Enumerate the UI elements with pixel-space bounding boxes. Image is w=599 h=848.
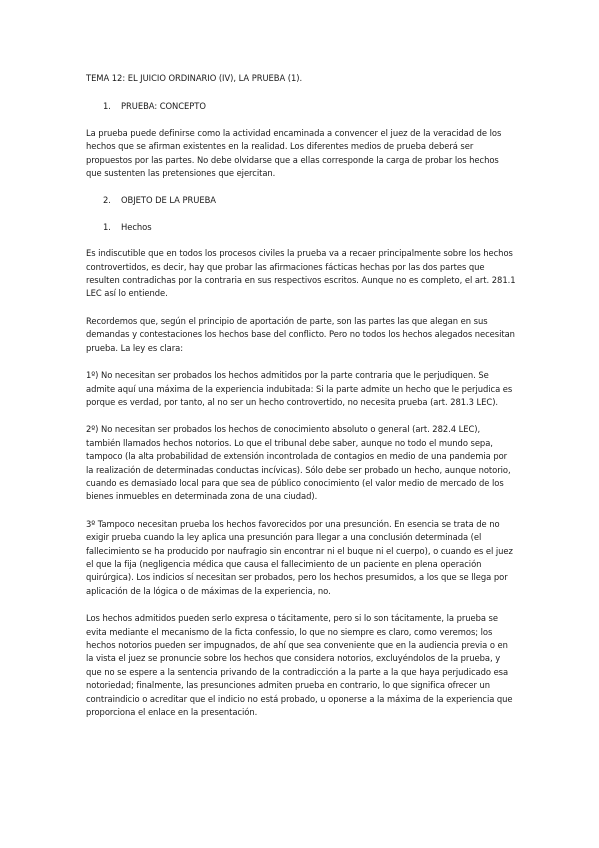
paragraph-definicion: La prueba puede definirse como la actividad encaminada a convencer el juez de la veracidad de los hechos que se afirman existentes en la realidad. Los diferentes medios de prueba deberá ser propuestos por las partes. No debe olvidarse que a ellas corresponde la carga de probar los hechos que sustenten las pretensiones que ejercitan. [86,127,502,179]
subsection-heading-hechos [86,221,516,234]
paragraph-hechos-admitidos: 1º) No necesitan ser probados los hechos admitidos por la parte contraria que le perjudiquen. Se admite aquí una máxima de la experiencia indubitada: Si la parte admite un hecho que le perjudica es porque es verdad, por tanto, al no ser un hecho controvertido, no necesita prueba (art. 281.3 LEC). [86,370,513,407]
section-number: 1. [103,221,111,232]
document-title: TEMA 12: EL JUICIO ORDINARIO (IV), LA PRUEBA (1). [86,73,303,83]
section-title: Hechos [121,221,152,232]
paragraph-hechos-controvertidos: Es indiscutible que en todos los procesos civiles la prueba va a recaer principalmente sobre los hechos controvertidos, es decir, hay que probar las afirmaciones fácticas hechas por las dos partes que resulten contradichas por la contraria en sus respectivos escritos. Aunque no es completo, el art. 281.1 LEC así lo entiende. [86,248,516,299]
section-title: PRUEBA: CONCEPTO [121,101,206,112]
section-number: 2. [103,195,111,206]
paragraph-hechos-notorios: 2º) No necesitan ser probados los hechos de conocimiento absoluto o general (art. 282.4 LEC), también llamados hechos notorios. Lo que el tribunal debe saber, aunque no todo el mundo sepa, tampoco (la alta probabilidad de extensión incontrolada de contagios en medio de una pandemia por la realización de determinadas conductas incívicas). Sólo debe ser probado un hecho, aunque notorio, cuando es demasiado local para que sea de público conocimiento (el valor medio de mercado de los bienes inmuebles en determinada zona de una ciudad). [86,424,511,502]
section-heading-objeto [86,194,516,207]
paragraph-ficta-confessio: Los hechos admitidos pueden serlo expresa o tácitamente, pero si lo son tácitamente, la prueba se evita mediante el mecanismo de la ficta confessio, lo que no siempre es claro, como veremos; los hechos notorios pueden ser impugnados, de ahí que sea conveniente que en la audiencia previa o en la vista el juez se pronuncie sobre los hechos que considera notorios, excluyéndolos de la prueba, y que no se espere a la sentencia privando de la contradicción a la parte a la que haya perjudicado esa notoriedad; finalmente, las presunciones admiten prueba en contrario, lo que significa ofrecer un contraindicio o acreditar que el indicio no está probado, u oponerse a la máxima de la experiencia que proporciona el enlace en la presentación. [86,613,513,718]
paragraph-presunciones: 3º Tampoco necesitan prueba los hechos favorecidos por una presunción. En esencia se trata de no exigir prueba cuando la ley aplica una presunción para llegar a una conclusión determinada (el fallecimiento se ha producido por naufragio sin encontrar ni el buque ni el cuerpo), o cuando es el juez el que la fija (negligencia médica que causa el fallecimiento de un paciente en plena operación quirúrgica). Los indicios sí necesitan ser probados, pero los hechos presumidos, a los que se llega por aplicación de la lógica o de máximas de la experiencia, no. [86,518,513,596]
paragraph-aportacion-parte: Recordemos que, según el principio de aportación de parte, son las partes las que alegan en sus demandas y contestaciones los hechos base del conflicto. Pero no todos los hechos alegados necesitan prueba. La ley es clara: [86,315,515,353]
document-body [86,72,516,719]
section-heading-concepto [86,100,516,113]
section-title: OBJETO DE LA PRUEBA [121,195,216,206]
section-number: 1. [103,101,111,112]
